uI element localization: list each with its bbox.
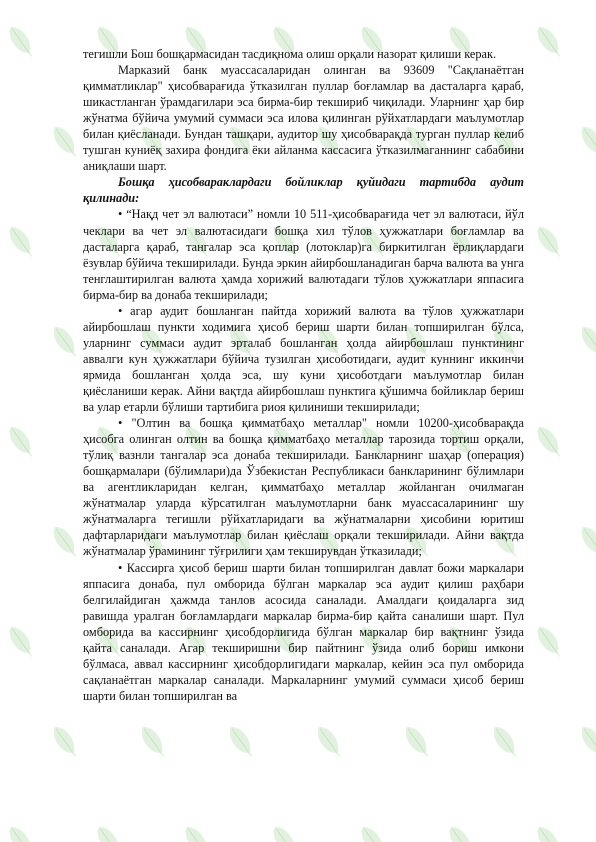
- leaf-mark: [489, 723, 522, 761]
- leaf-mark: [577, 723, 596, 761]
- leaf-mark: [577, 323, 596, 361]
- paragraph-continuation: тегишли Бош бошқармасидан тасдиқнома олиш орқали назорат қилиши керак.: [83, 47, 497, 61]
- leaf-mark: [533, 623, 566, 661]
- leaf-mark: [5, 423, 38, 461]
- leaf-mark: [181, 823, 214, 842]
- leaf-mark: [93, 823, 126, 842]
- leaf-mark: [533, 823, 566, 842]
- leaf-mark: [49, 323, 82, 361]
- leaf-mark: [137, 723, 170, 761]
- leaf-mark: [401, 723, 434, 761]
- leaf-mark: [5, 823, 38, 842]
- leaf-mark: [49, 523, 82, 561]
- leaf-mark: [5, 23, 38, 61]
- leaf-mark: [577, 123, 596, 161]
- leaf-mark: [5, 623, 38, 661]
- leaf-mark: [533, 223, 566, 261]
- document-body: [83, 46, 524, 704]
- leaf-mark: [269, 823, 302, 842]
- paragraph-central-bank: Марказий банк муассасаларидан олинган ва 93609 "Сақланаётган қимматликлар" ҳисобварағида ўтказилган пуллар боғламлар ва дасталарга қараб, шикастланган ўрамдагилари эса бирма-бир текшириб чиқилади. Уларнинг ҳар бир жўнатма бўйича умумий суммаси эса илова қилинган рўйхатлардаги маълумотлар билан қиёсланади. Бундан ташқари, аудитор шу ҳисобварақда турган пуллар келиб тушган куниёқ захира фондига ёки айланма кассасига ўтказилмаганнинг сабабини аниқлаши шарт.: [83, 63, 524, 174]
- leaf-mark: [445, 823, 478, 842]
- section-heading: Бошқа ҳисобвараклардаги бойликлар қуйидаги тартибда аудит қилинади:: [83, 175, 524, 206]
- leaf-mark: [313, 723, 346, 761]
- bullet-foreign-currency: • “Нақд чет эл валютаси” номли 10 511-ҳисобварағида чет эл валютаси, йўл чеклари ва чет эл валютасидаги бошқа хил тўлов ҳужжатлари боғламлар ва дасталарга қараб, тангалар эса қоплар (лотоклар)га биркитилган ёрлиқлардаги ёзувлар бўйича текширилади. Бунда эркин айирбошланадиган барча валюта ва унга тенглаштирилган валюта ҳамда хорижий валютадаги тўлов ҳужжатлари яппасига бирма-бир ва донаба текширилади;: [83, 207, 524, 302]
- leaf-mark: [49, 723, 82, 761]
- bullet-stamp-duty: • Кассирга ҳисоб бериш шарти билан топширилган давлат божи маркалари яппасига донаба, пул омборида бўлган маркалар эса аудит қилиш раҳбари белгилайдиган ҳажмда танлов асосида саналади. Амалдаги қоидаларга зид равишда уралган боғламлардаги маркалар бирма-бир қайта саналиши шарт. Пул омборида ва кассирнинг ҳисобдорлигида бўлган маркалар бир вақтнинг ўзида қайта саналади. Агар текширишни бир пайтнинг ўзида олиб бориш имкони бўлмаса, аввал кассирнинг ҳисобдорлигидаги маркалар, кейин эса пул омборида сақланаётган маркалар саналади. Маркаларнинг умумий суммаси ҳисоб бериш шарти билан топширилган ва: [83, 560, 524, 703]
- leaf-mark: [225, 723, 258, 761]
- bullet-precious-metals: • "Олтин ва бошқа қимматбаҳо металлар" номли 10200-ҳисобварақда ҳисобга олинган олтин ва бошқа қимматбаҳо металлар тарозида тортиш орқали, тўлиқ вазнли тангалар эса донаба текширилади. Банкларнинг шаҳар (операция) бошқармалари (бўлимлари)да Ўзбекистан Республикаси банкларининг бўлимлари ва агентликларидан келган, қимматбаҳо металлар жойланган очилмаган жўнатмалар уларда кўрсатилган маълумотларни банк муассасаларининг шу жўнатмаларга тегишли рўйхатларидаги ва жўнатмаларни ҳисобини юритиш дафтарларидаги маълумотлар билан қиёслаш орқали текширилади. Айни вақтда жўнатмалар ўрамининг тўғрилиги ҳам текширувдан ўтказилади;: [83, 416, 524, 559]
- leaf-mark: [5, 223, 38, 261]
- leaf-mark: [533, 423, 566, 461]
- leaf-mark: [533, 23, 566, 61]
- leaf-mark: [357, 823, 390, 842]
- bullet-exchange-point: • агар аудит бошланган пайтда хорижий валюта ва тўлов ҳужжатлари айирбошлаш пункти ходимига ҳисоб бериш шарти билан топширилган бўлса, уларнинг суммаси аудит эрталаб бошланган ҳолда айирбошлаш пунктининг аввалги кун ҳужжатлари бўйича тузилган ҳисоботидаги, аудит куннинг иккинчи ярмида бошланган ҳолда эса, шу куни ҳисоботдаги маълумотлар билан қиёсланиши керак. Айни вақтда айирбошлаш пунктига қўшимча бойликлар бериш ва улар етарли бўлиши тартибига риоя қилиниши текширилади;: [83, 303, 524, 415]
- leaf-mark: [577, 523, 596, 561]
- leaf-mark: [49, 123, 82, 161]
